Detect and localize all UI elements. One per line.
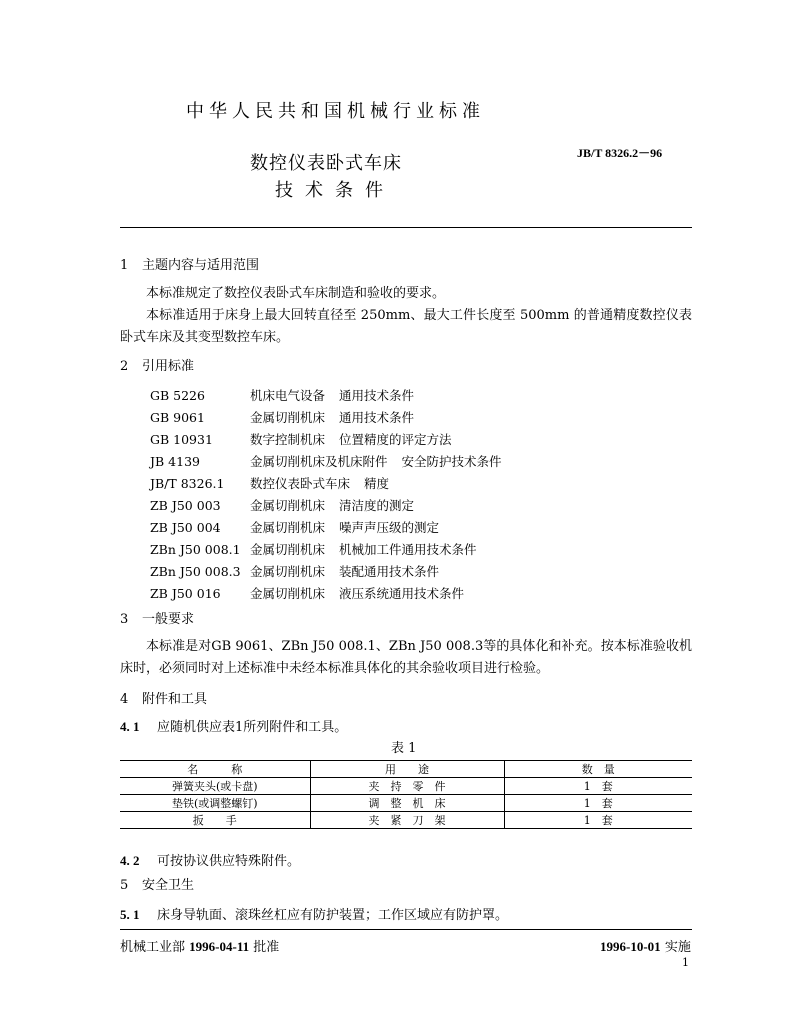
section-number: 2 <box>120 359 129 374</box>
footer-rule <box>120 929 692 930</box>
standard-code: JB/T 8326.2－96 <box>577 146 663 160</box>
section-2-heading <box>120 355 194 374</box>
table-cell: 扳 手 <box>120 812 310 829</box>
section-3-paragraph: 本标准是对GB 9061、ZBn J50 008.1、ZBn J50 008.3等的具体化和补充。按本标准验收机床时，必须同时对上述标准中未经本标准具体化的其余验收项目进行检验。 <box>120 639 692 676</box>
reference-subject: 位置精度的评定方法 <box>339 432 452 447</box>
reference-code: ZB J50 004 <box>150 520 221 535</box>
section-1-heading <box>120 254 259 273</box>
clause-4-2 <box>120 850 300 869</box>
table-row <box>120 778 692 795</box>
clause-number: 4. 2 <box>120 853 140 868</box>
reference-item <box>150 474 389 492</box>
reference-item <box>150 496 414 514</box>
table-cell: 夹 紧 刀 架 <box>310 812 504 829</box>
reference-subject: 清洁度的测定 <box>339 498 415 513</box>
reference-code: GB 5226 <box>150 388 205 403</box>
reference-name: 金属切削机床 <box>250 520 326 535</box>
reference-code: GB 10931 <box>150 432 213 447</box>
section-5-heading <box>120 874 194 893</box>
table-header-cell: 名 称 <box>120 761 310 778</box>
section-number: 4 <box>120 692 129 707</box>
reference-name: 金属切削机床 <box>250 498 326 513</box>
header-rule <box>120 227 692 228</box>
table-header-row <box>120 761 692 778</box>
table-caption: 表 1 <box>391 741 417 756</box>
document-title-line2: 技术条件 <box>275 180 395 201</box>
accessories-table <box>120 760 692 829</box>
reference-name: 金属切削机床 <box>250 586 326 601</box>
table-cell: 1 套 <box>504 778 692 795</box>
reference-subject: 安全防护技术条件 <box>401 454 502 469</box>
table-cell: 1 套 <box>504 812 692 829</box>
document-title-line1: 数控仪表卧式车床 <box>250 153 402 174</box>
reference-item <box>150 518 439 536</box>
table-row <box>120 795 692 812</box>
reference-code: JB/T 8326.1 <box>150 476 225 491</box>
reference-subject: 精度 <box>364 476 390 491</box>
reference-item <box>150 430 452 448</box>
section-title: 附件和工具 <box>142 692 208 707</box>
reference-item <box>150 452 502 470</box>
clause-number: 4. 1 <box>120 719 140 734</box>
reference-code: ZBn J50 008.3 <box>150 564 241 579</box>
implementation-line <box>600 936 691 955</box>
table-cell: 调 整 机 床 <box>310 795 504 812</box>
reference-code: JB 4139 <box>150 454 200 469</box>
section-title: 引用标准 <box>142 359 195 374</box>
reference-item <box>150 408 414 426</box>
table-header-cell: 用 途 <box>310 761 504 778</box>
reference-code: ZBn J50 008.1 <box>150 542 241 557</box>
reference-code: ZB J50 016 <box>150 586 221 601</box>
reference-subject: 通用技术条件 <box>339 410 415 425</box>
reference-name: 数字控制机床 <box>250 432 326 447</box>
section-number: 3 <box>120 612 129 627</box>
reference-subject: 通用技术条件 <box>339 388 415 403</box>
table-cell: 垫铁(或调整螺钉) <box>120 795 310 812</box>
reference-code: GB 9061 <box>150 410 205 425</box>
clause-4-1 <box>120 716 347 735</box>
section-4-heading <box>120 688 207 707</box>
section-number: 5 <box>120 878 129 893</box>
industry-standard-heading: 中华人民共和国机械行业标准 <box>186 101 485 122</box>
reference-name: 金属切削机床 <box>250 542 326 557</box>
implementation-date: 1996-10-01 <box>600 939 661 954</box>
table-cell: 弹簧夹头(或卡盘) <box>120 778 310 795</box>
clause-5-1 <box>120 904 508 923</box>
reference-item <box>150 584 464 602</box>
reference-subject: 噪声声压级的测定 <box>339 520 440 535</box>
reference-item <box>150 562 439 580</box>
clause-number: 5. 1 <box>120 907 140 922</box>
clause-text: 应随机供应表1所列附件和工具。 <box>157 720 348 735</box>
table-cell: 夹 持 零 件 <box>310 778 504 795</box>
approval-line <box>120 936 279 955</box>
page-number: 1 <box>682 956 689 969</box>
table-header-cell: 数 量 <box>504 761 692 778</box>
section-title: 一般要求 <box>142 612 195 627</box>
clause-text: 床身导轨面、滚珠丝杠应有防护装置；工作区域应有防护罩。 <box>157 908 509 923</box>
table-cell: 1 套 <box>504 795 692 812</box>
reference-code: ZB J50 003 <box>150 498 221 513</box>
approval-label: 批准 <box>253 940 280 955</box>
table-row <box>120 812 692 829</box>
reference-name: 金属切削机床 <box>250 564 326 579</box>
approval-date: 1996-04-11 <box>189 939 250 954</box>
reference-name: 金属切削机床 <box>250 410 326 425</box>
reference-name: 数控仪表卧式车床 <box>250 476 351 491</box>
clause-text: 可按协议供应特殊附件。 <box>157 854 301 869</box>
implementation-label: 实施 <box>664 940 691 955</box>
reference-subject: 机械加工件通用技术条件 <box>339 542 477 557</box>
section-title: 主题内容与适用范围 <box>142 258 260 273</box>
reference-subject: 装配通用技术条件 <box>339 564 440 579</box>
reference-item <box>150 386 414 404</box>
section-number: 1 <box>120 258 129 273</box>
reference-name: 机床电气设备 <box>250 388 326 403</box>
reference-item <box>150 540 477 558</box>
section-1-paragraph-1: 本标准规定了数控仪表卧式车床制造和验收的要求。 <box>146 286 446 301</box>
section-title: 安全卫生 <box>142 878 195 893</box>
section-3-heading <box>120 608 194 627</box>
section-1-paragraph-2: 本标准适用于床身上最大回转直径至 250mm、最大工件长度至 500mm 的普通精度数控仪表卧式车床及其变型数控车床。 <box>120 308 692 345</box>
reference-name: 金属切削机床及机床附件 <box>250 454 388 469</box>
approver: 机械工业部 <box>120 940 186 955</box>
reference-subject: 液压系统通用技术条件 <box>339 586 465 601</box>
